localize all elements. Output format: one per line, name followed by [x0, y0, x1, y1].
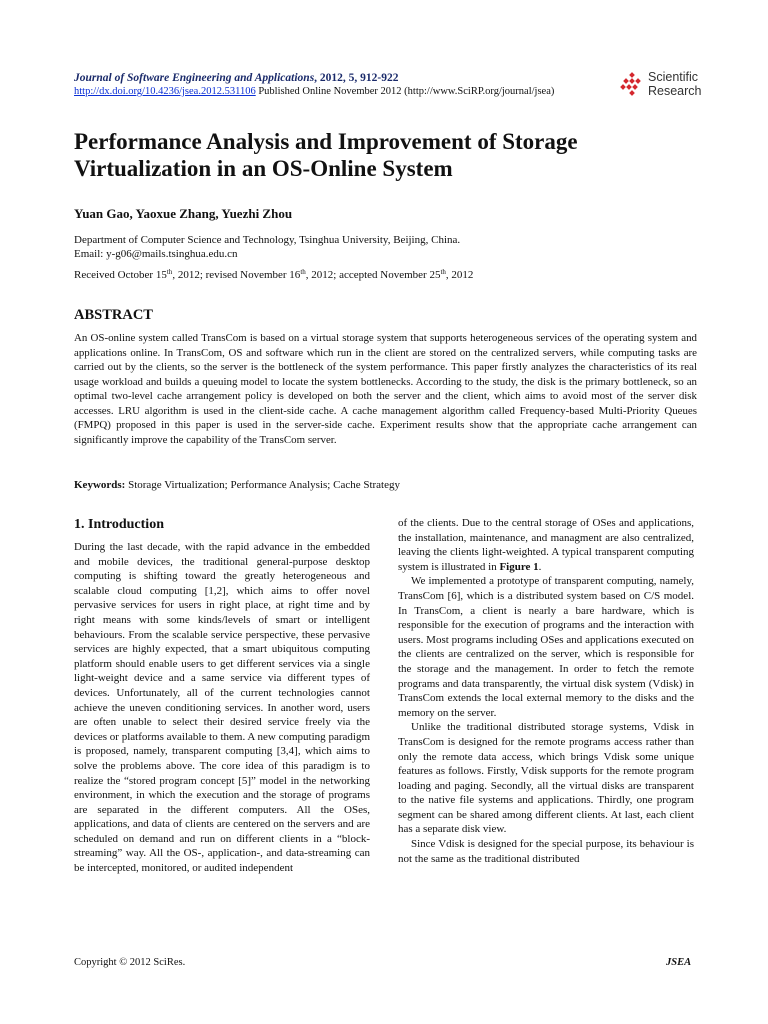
received-sup: th [166, 268, 173, 276]
keywords [74, 479, 400, 491]
intro-paragraph-5: Since Vdisk is designed for the special purpose, its behaviour is not the same as the traditional distributed [398, 838, 694, 865]
affiliation: Department of Computer Science and Technology, Tsinghua University, Beijing, China. [74, 234, 461, 246]
copyright-footer: Copyright © 2012 SciRes. [74, 957, 186, 968]
revised-date: , 2012; revised November 16 [172, 269, 301, 281]
author-email: Email: y-g06@mails.tsinghua.edu.cn [74, 248, 238, 260]
publisher-logo-icon [620, 72, 644, 96]
intro-paragraph-2-end: . [538, 560, 542, 573]
journal-volume: , 2012, 5, 912-922 [314, 72, 399, 84]
intro-paragraph-2 [398, 516, 694, 574]
paper-authors: Yuan Gao, Yaoxue Zhang, Yuezhi Zhou [74, 206, 293, 221]
received-date: Received October 15 [74, 269, 167, 281]
figure-1-reference[interactable]: Figure 1 [499, 560, 539, 573]
keywords-label: Keywords: [74, 479, 126, 491]
accepted-year: , 2012 [445, 269, 474, 281]
publisher-name-line1: Scientific [648, 70, 699, 84]
section-heading-introduction: 1. Introduction [74, 517, 164, 532]
publisher-name-line2: Research [648, 84, 702, 98]
intro-paragraph-2-text: of the clients. Due to the central storage of OSes and applications, the installation, maintenance, and managment are also centralized, leaving the clients light-weighted. A typical transparent computing system is illustrated in [398, 517, 694, 573]
published-online: Published Online November 2012 (http://www.SciRP.org/journal/jsea) [255, 86, 555, 97]
doi-line [74, 86, 554, 97]
paper-title: Performance Analysis and Improvement of Storage Virtualization in an OS-Online System [74, 129, 578, 181]
keywords-list: Storage Virtualization; Performance Analysis; Cache Strategy [125, 479, 401, 491]
doi-link[interactable]: http://dx.doi.org/10.4236/jsea.2012.531106 [74, 86, 256, 97]
journal-name: Journal of Software Engineering and Applications [74, 72, 315, 84]
abstract-heading: ABSTRACT [74, 307, 153, 323]
revised-sup: th [300, 268, 306, 276]
publisher-logo [620, 70, 710, 100]
affiliation-block [74, 233, 460, 261]
abstract-text: An OS-online system called TransCom is based on a virtual storage system that supports heterogeneous services of the operating system and applications online. In TransCom, OS and software which run in the client are stored on the centralized servers, while computing tasks are carried out by the clients, so the server is the bottleneck of the system performance. This paper firstly analyzes the characteristics of its real usage workload and builds a queuing model to locate the system bottlenecks. According to the study, the disk is the primary bottleneck, so an optimal two-level cache arrangement policy is developed on both the server and the client, which aims to avoid most of the server disk accesses. LRU algorithm is used in the client-side cache. A cache management algorithm called Frequency-based Multi-Priority Queues (FMPQ) proposed in this paper is used in the server-side cache. Experiment results show that the appropriate cache arrangement can significantly improve the capability of the TransCom server. [74, 332, 697, 446]
publisher-name [648, 70, 702, 98]
intro-paragraph-4: Unlike the traditional distributed storage systems, Vdisk in TransCom is designed for the remote programs access rather than only the remote data access, which brings Vdisk some unique features as follows. Firstly, Vdisk supports for the remote program loading and paging. Secondly, all the virtual disks are transparent to the native file systems and applications. Thirdly, one program segment can be shared among different clients. At last, each client has a separate disk view. [398, 721, 694, 836]
received-dates [74, 269, 473, 281]
journal-citation [74, 72, 399, 84]
accepted-date: , 2012; accepted November 25 [305, 269, 441, 281]
left-column [74, 516, 370, 876]
journal-abbreviation: JSEA [666, 957, 692, 968]
accepted-sup: th [440, 268, 446, 276]
intro-paragraph-1: During the last decade, with the rapid advance in the embedded and mobile devices, the traditional general-purpose desktop computing is shifting toward the greatly heterogeneous and scalable cloud computing [1,2], which aims to offer novel pervasive services for users in right place, at right time and by right means with some kinds/levels of smart or intelligent behaviours. From the scalable service perspective, these pervasive services are highly expected, that a smart ubiquitous computing platform should enable users to get different services via a single light-weight device and a same service via different types of devices. Unfortunately, all of the current technologies cannot achieve the uneven conditioning services. In another word, users are often unable to select their desired service freely via the devices or platforms available to them. A new computing paradigm is proposed, namely, transparent computing [3,4], which aims to solve the problems above. The core idea of this paradigm is to realize the “stored program concept [5]” model in the networking environment, in which the execution and the storage of programs are separated in the different computers. All the OSes, applications, and data of clients are centered on the servers and are scheduled on demand and run on different clients in a “block-streaming” way. All the OS-, application-, and data-streaming can be intercepted, monitored, or audited independent [74, 541, 370, 875]
intro-paragraph-3: We implemented a prototype of transparent computing, namely, TransCom [6], which is a distributed system based on C/S model. In TransCom, a client is nearly a bare hardware, which is responsible for the execution of programs and the interaction with users. Most programs including OSes and applications executed on the clients are centralized on the server, which is responsible for the storage and the management. In order to fetch the remote programs and data transparently, the virtual disk system (Vdisk) in TransCom extends the local external memory to the disks and the memory on the server. [398, 575, 694, 719]
right-column [398, 516, 694, 866]
